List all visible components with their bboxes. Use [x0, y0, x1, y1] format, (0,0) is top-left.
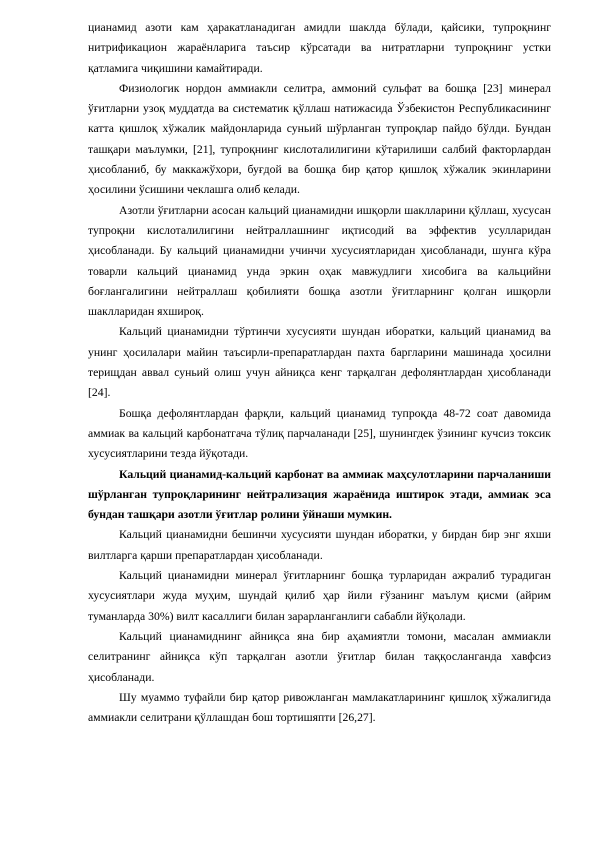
paragraph-8: Кальций цианамидни минерал ўғитларнинг бошқа турларидан ажралиб турадиган хусусиятлари жуда муҳим, шундай қилиб ҳар йили ғўзанинг маълум қисми (айрим туманларда 30%) вилт касаллиги билан зарарланганлиги сабабли йўқолади.	[88, 569, 551, 623]
document-page	[88, 18, 551, 728]
paragraph-7: Кальций цианамидни бешинчи хусусияти шундан иборатки, у бирдан бир энг яхши вилтларга қарши препаратлардан ҳисобланади.	[88, 528, 551, 562]
paragraph-2: Физиологик нордон аммиакли селитра, аммоний сульфат ва бошқа [23] минерал ўғитларни узоқ муддатда ва систематик қўллаш натижасида Ўзбекистон Республикасининг катта қишлоқ хўжалик майдонларида суньий шўрланган тупроқлар пайдо бўлди. Бундан ташқари маълумки, [21], тупроқнинг кислоталилигини кўтарилиши салбий факторлардан ҳисобланиб, бу маккажўхори, буғдой ва бошқа бир қатор қишлоқ хўжалик экинларини ҳосилини ўсишини чеклашга олиб келади.	[88, 81, 551, 197]
paragraph-6-bold: Кальций цианамид-кальций карбонат ва аммиак маҳсулотларини парчаланиши шўрланган тупроқларининг нейтрализация жараёнида иштирок этади, аммиак эса бундан ташқари азотли ўғитлар ролини ўйнаши мумкин.	[88, 467, 551, 522]
paragraph-4: Кальций цианамидни тўртинчи хусусияти шундан иборатки, кальций цианамид ва унинг ҳосилалари майин таъсирли-препаратлардан пахта баргларини машинада ҳосилни терищдан аввал суньий олиш учун айниқса кенг тарқалган дефолянтлардан ҳисобланади [24].	[88, 325, 551, 400]
paragraph-3: Азотли ўғитларни асосан кальций цианамидни ишқорли шаклларини қўллаш, хусусан тупроқни кислоталилигини нейтраллашнинг иқтисодий ва эффектив усулларидан ҳисобланади. Бу кальций цианамидни учинчи хусусиятларидан ҳисобланади, шунга кўра товарли кальций цианамид унда эркин оҳак мавжудлиги хисобига ва кальцийни боғлангалигини нейтраллаш қобилияти бошқа азотли ўғитларнинг қолган ишқорли шаклларидан яхшироқ.	[88, 203, 551, 319]
paragraph-9: Кальций цианамиднинг айниқса яна бир аҳамиятли томони, масалан аммиакли селитранинг айниқса кўп тарқалган азотли ўғитлар билан таққосланганда хавфсиз ҳисобланади.	[88, 629, 551, 684]
paragraph-5: Бошқа дефолянтлардан фарқли, кальций цианамид тупроқда 48-72 соат давомида аммиак ва кальций карбонатгача тўлиқ парчаланади [25], шунингдек ўзининг кучсиз токсик хусусиятларини тезда йўқотади.	[88, 406, 551, 461]
paragraph-10: Шу муаммо туфайли бир қатор ривожланган мамлакатларининг қишлоқ хўжалигида аммиакли селитрани қўллашдан бош тортишяпти [26,27].	[88, 690, 551, 725]
paragraph-1: цианамид азоти кам ҳаракатланадиган амидли шаклда бўлади, қайсики, тупроқнинг нитрификацион жараёнларига таъсир кўрсатади ва нитратларни тупроқнинг устки қатламига чиқишини камайтиради.	[88, 21, 551, 75]
